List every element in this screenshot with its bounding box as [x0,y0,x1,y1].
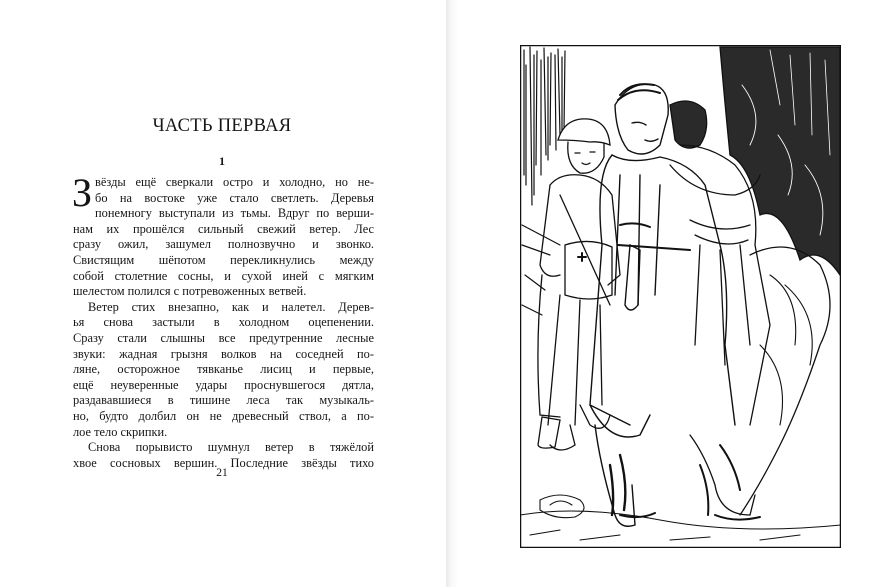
text-line-18: Снова порывисто шумнул ветер в тяжёлой [88,440,374,455]
text-line-10: ья снова застыли в холодном оцепенении. [73,315,374,330]
book-gutter [446,0,458,587]
text-line-3: понемногу выступали из тьмы. Вдруг по верши- [95,206,374,221]
text-line-1: вёзды ещё сверкали остро и холодно, но не- [95,175,374,189]
text-line-9: Ветер стих внезапно, как и налетел. Дерев- [88,299,374,314]
text-line-8: шелестом полился с потревоженных ветвей. [73,284,307,299]
text-line-15: раздававшиеся в тишине леса так музыкаль- [73,393,374,408]
text-line-11: Сразу стали слышны все предутренние лесные [73,330,374,345]
text-line-17: лое тело скрипки. [73,424,168,439]
left-page [0,0,446,587]
drop-cap: З [72,170,93,215]
text-line-6: Свистящим шёпотом перекликнулись между [73,252,374,267]
text-line-2: бо на востоке уже стало светлеть. Деревья [95,190,374,205]
text-line-16: но, будто долбил он не древесный ствол, а по- [73,408,374,423]
text-line-5: сразу ожил, зашумел полнозвучно и звонко. [73,237,374,252]
text-line-12: звуки: жадная грызня волков на соседней по- [73,346,374,361]
text-line-19: хвое сосновых вершин. Последние звёзды тихо [73,455,374,470]
page-number: 21 [216,467,228,479]
soldiers-embrace-illustration [520,45,841,548]
text-line-13: ляне, осторожное тявканье лисиц и первые, [73,362,374,377]
text-line-7: собой столетние сосны, и сухой иней с мягким [73,268,374,283]
part-title: ЧАСТЬ ПЕРВАЯ [152,116,292,136]
text-line-14: ещё неуверенные удары проснувшегося дятла, [73,377,374,392]
chapter-number: 1 [219,154,225,168]
text-line-4: нам их прошёлся сильный свежий ветер. Лес [73,221,374,236]
body-text [72,170,374,471]
